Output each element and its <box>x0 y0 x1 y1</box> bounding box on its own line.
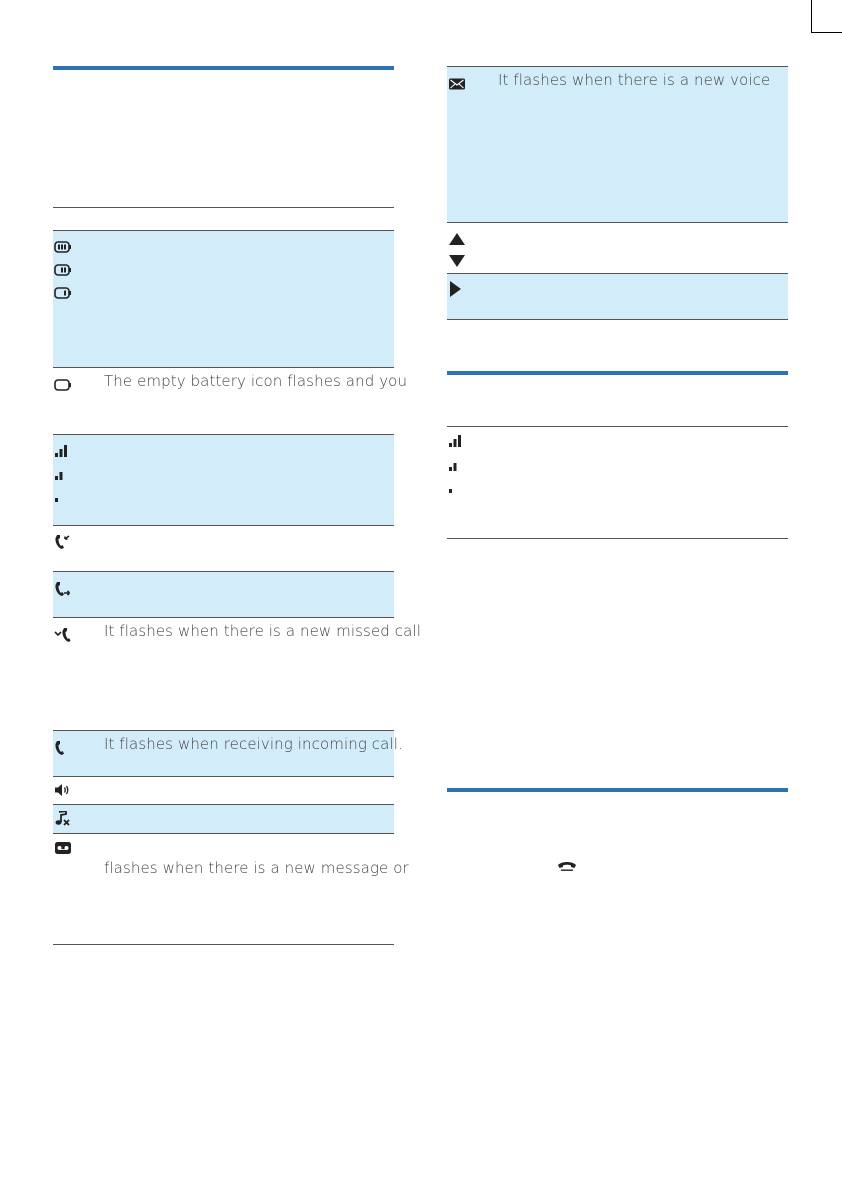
battery-half-icon <box>54 263 72 277</box>
battery-empty-row <box>53 367 408 434</box>
outgoing-call-icon <box>54 581 72 595</box>
speaker-row <box>53 776 394 804</box>
more-row <box>447 273 788 319</box>
voicemail-text: flashes when there is a new message or <box>104 859 409 877</box>
voicemail-icon <box>54 841 72 855</box>
incoming-call-icon <box>54 534 72 548</box>
down-arrow-icon <box>448 254 466 268</box>
outgoing-call-log-row <box>53 571 394 617</box>
battery-row <box>53 230 394 367</box>
signal-strong-icon <box>54 444 72 458</box>
right-section-bar-2 <box>447 788 788 792</box>
missed-call-text: It flashes when there is a new missed call <box>104 622 421 640</box>
voice-message-row <box>447 66 788 222</box>
handset-icon <box>54 740 72 754</box>
voice-message-text: It flashes when there is a new voice <box>498 71 771 89</box>
right-section-bar-1 <box>447 371 788 375</box>
up-arrow-icon <box>448 232 466 246</box>
right-arrow-icon <box>448 280 466 298</box>
left-table-bottom-rule <box>53 944 394 945</box>
ringer-off-icon <box>54 811 72 825</box>
signal-weak-icon <box>448 481 466 495</box>
signal-table-bottom-rule <box>447 538 788 539</box>
battery-empty-text: The empty battery icon flashes and you <box>104 372 408 390</box>
signal-medium-icon <box>448 458 466 472</box>
ringing-text: It flashes when receiving incoming call. <box>104 735 403 753</box>
scroll-row <box>447 222 788 273</box>
signal-table <box>447 427 788 538</box>
crop-mark-top-right <box>811 0 812 32</box>
ringing-row <box>53 730 403 776</box>
battery-low-icon <box>54 286 72 300</box>
end-call-icon <box>556 857 578 869</box>
voicemail-row <box>53 833 409 944</box>
battery-empty-icon <box>54 378 72 392</box>
speaker-icon <box>54 783 72 797</box>
left-section-bar <box>53 66 394 70</box>
crop-mark-right-top <box>811 32 842 33</box>
missed-call-row <box>53 617 421 730</box>
right-table-bottom-rule <box>447 319 788 320</box>
incoming-call-log-row <box>53 525 394 571</box>
ringer-off-row <box>53 804 394 833</box>
signal-medium-icon <box>54 467 72 481</box>
battery-full-icon <box>54 240 72 254</box>
signal-strong-icon <box>448 434 466 448</box>
left-table-header-rule <box>53 207 394 208</box>
envelope-icon <box>448 77 466 91</box>
missed-call-icon <box>54 627 72 641</box>
signal-row <box>53 434 394 525</box>
signal-weak-icon <box>54 490 72 504</box>
